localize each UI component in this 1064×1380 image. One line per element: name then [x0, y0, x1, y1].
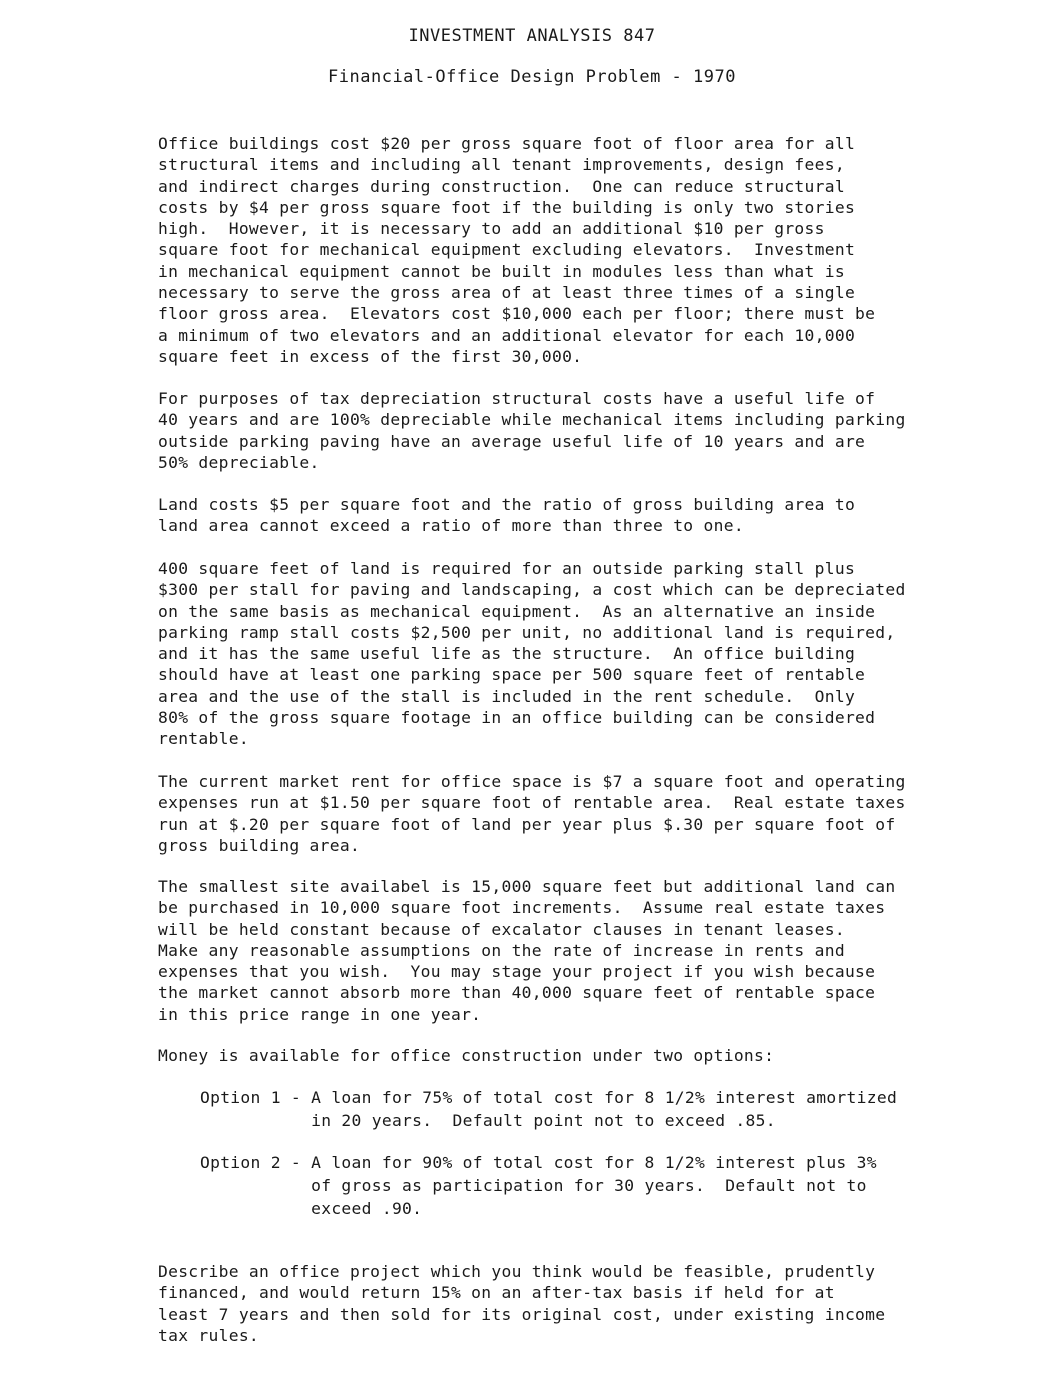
paragraph-building-costs: Office buildings cost $20 per gross square foot of floor area for all structural items and including all tenant improvements, design fees, and indirect charges during construction. One can reduce structural costs by $4 per gross square foot if the building is only two stories high. However, it is necessary to add an additional $10 per gross square foot for mechanical equipment excluding elevators. Investment in mechanical equipment cannot be built in modules less than what is necessary to serve the gross area of at least three times of a single floor gross area. Elevators cost $10,000 each per floor; there must be a minimum of two elevators and an additional elevator for each 10,000 square feet in excess of the first 30,000.: [158, 134, 876, 366]
option-1: Option 1 - A loan for 75% of total cost for 8 1/2% interest amortized in 20 years. Default point not to exceed .85.: [200, 1088, 898, 1130]
paragraph-depreciation: For purposes of tax depreciation structural costs have a useful life of 40 years and are 100% depreciable while mechanical items including parking outside parking paving have an average useful life of 10 years and are 50% depreciable.: [158, 389, 906, 472]
paragraph-land-costs: Land costs $5 per square foot and the ratio of gross building area to land area cannot exceed a ratio of more than three to one.: [158, 495, 856, 536]
problem-subtitle: Financial-Office Design Problem - 1970: [328, 67, 736, 87]
paragraph-money-options: Money is available for office construction under two options:: [158, 1046, 775, 1065]
paragraph-assignment: Describe an office project which you think would be feasible, prudently financed, and would return 15% on an after-tax basis if held for at least 7 years and then sold for its original cost, under existing income tax rules.: [158, 1262, 886, 1345]
course-title: INVESTMENT ANALYSIS 847: [408, 26, 656, 46]
option-2: Option 2 - A loan for 90% of total cost for 8 1/2% interest plus 3% of gross as participation for 30 years. Default not to exceed .90.: [200, 1153, 877, 1218]
paragraph-site: The smallest site availabel is 15,000 square feet but additional land can be purchased in 10,000 square foot increments. Assume real estate taxes will be held constant because of excalator clauses in tenant leases. Make any reasonable assumptions on the rate of increase in rents and expenses that you wish. You may stage your project if you wish because the market cannot absorb more than 40,000 square feet of rentable space in this price range in one year.: [158, 877, 896, 1024]
paragraph-parking: 400 square feet of land is required for an outside parking stall plus $300 per stall for paving and landscaping, a cost which can be depreciated on the same basis as mechanical equipment. As an alternative an inside parking ramp stall costs $2,500 per unit, no additional land is required, and it has the same useful life as the structure. An office building should have at least one parking space per 500 square feet of rentable area and the use of the stall is included in the rent schedule. Only 80% of the gross square footage in an office building can be considered rentable.: [158, 559, 906, 749]
paragraph-rent-expenses: The current market rent for office space is $7 a square foot and operating expenses run at $1.50 per square foot of rentable area. Real estate taxes run at $.20 per square foot of land per year plus $.30 per square foot of gross building area.: [158, 772, 906, 855]
